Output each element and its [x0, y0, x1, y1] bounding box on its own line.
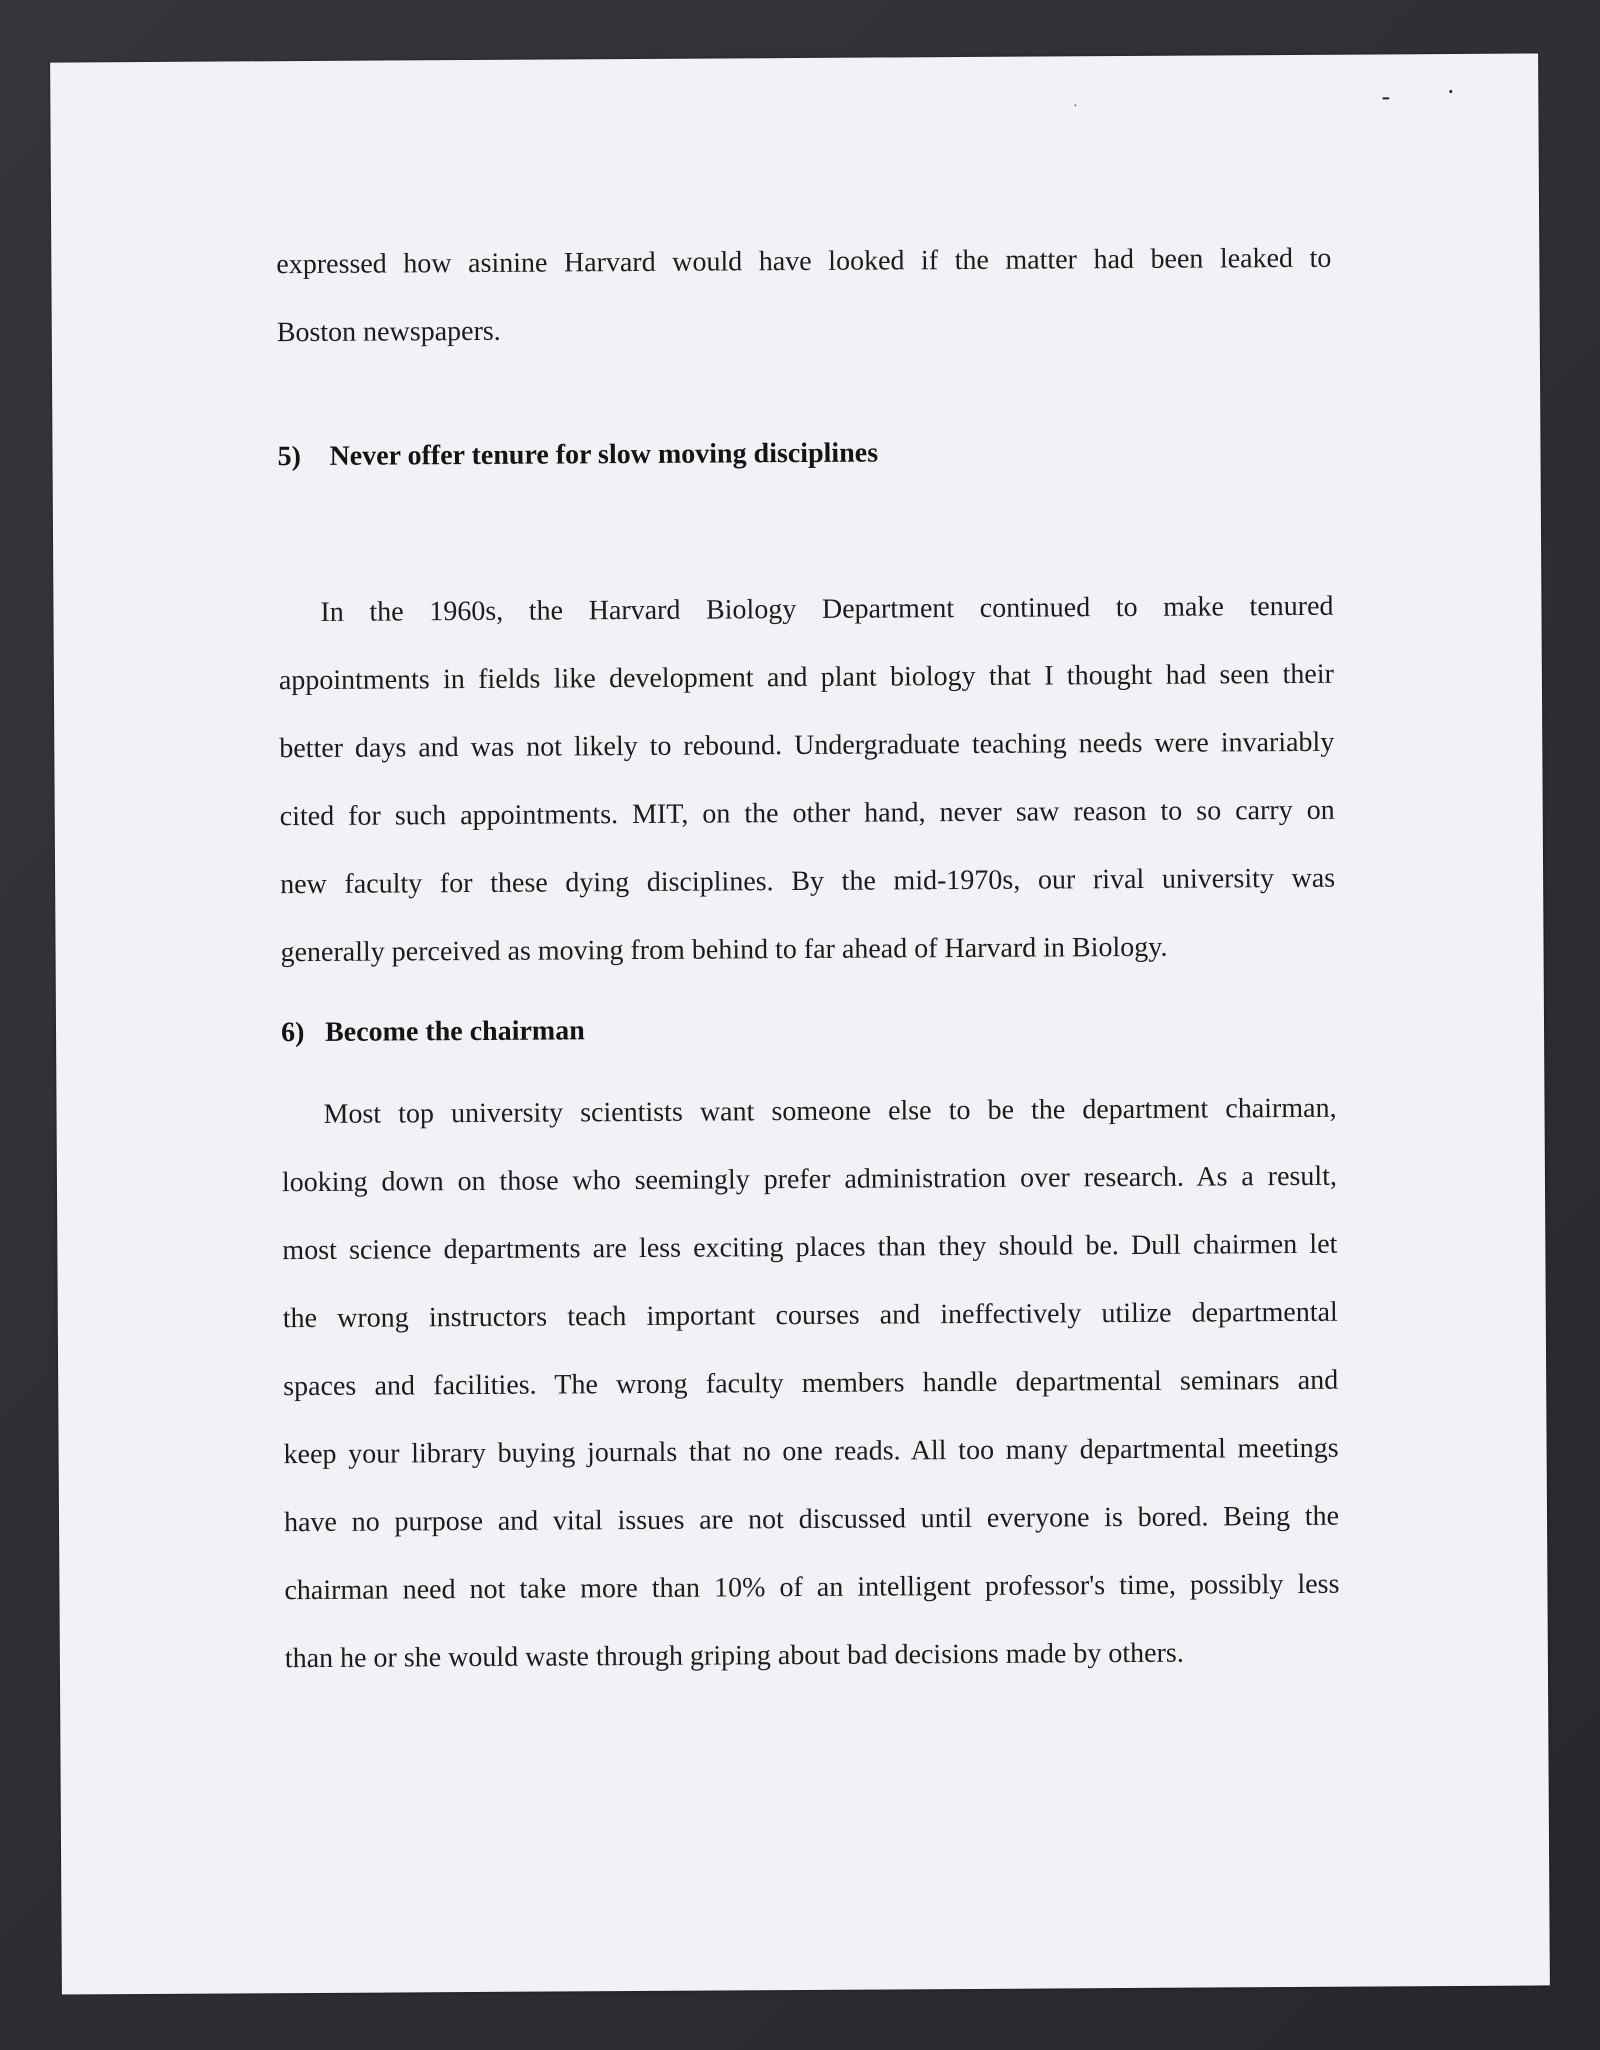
- text-line: than he or she would waste through griping about bad decisions made by others.: [284, 1637, 1184, 1675]
- text-line: generally perceived as moving from behind to far ahead of Harvard in Biology.: [280, 931, 1168, 969]
- section-title: Never offer tenure for slow moving disciplines: [329, 437, 879, 472]
- text-line: In the 1960s, the Harvard Biology Department continued to make tenured: [320, 590, 1334, 628]
- text-line: keep your library buying journals that no one reads. All too many departmental meetings: [283, 1432, 1339, 1471]
- section-heading-6: [281, 1015, 585, 1049]
- section-heading-5: [277, 438, 878, 474]
- text-line: spaces and facilities. The wrong faculty members handle departmental seminars and: [283, 1364, 1339, 1403]
- text-line: have no purpose and vital issues are not discussed until everyone is bored. Being the: [283, 1500, 1340, 1539]
- section-5-paragraph: [278, 573, 1335, 987]
- text-line: looking down on those who seemingly prefer administration over research. As a result,: [281, 1160, 1338, 1199]
- text-line: cited for such appointments. MIT, on the other hand, never saw reason to so carry on: [279, 794, 1335, 833]
- document-page: [50, 53, 1550, 1994]
- continuation-paragraph: [276, 225, 1332, 367]
- section-number: 5): [277, 441, 301, 473]
- text-line: Most top university scientists want someone else to be the department chairman,: [323, 1092, 1337, 1130]
- section-6-paragraph: [281, 1075, 1340, 1693]
- text-line: new faculty for these dying disciplines. By the mid-1970s, our rival university was: [280, 862, 1336, 901]
- text-line: most science departments are less exciting places than they should be. Dull chairmen let: [282, 1228, 1338, 1267]
- section-title: Become the chairman: [324, 1015, 585, 1048]
- page-mark: [1449, 90, 1452, 93]
- text-line: appointments in fields like development and plant biology that I thought had seen their: [278, 658, 1334, 697]
- text-line: Boston newspapers.: [276, 315, 501, 349]
- text-line: the wrong instructors teach important courses and ineffectively utilize departmental: [282, 1296, 1338, 1335]
- page-mark: [1074, 104, 1076, 106]
- section-number: 6): [280, 1017, 305, 1049]
- text-line: chairman need not take more than 10% of an intelligent professor's time, possibly less: [284, 1568, 1340, 1607]
- page-mark: [1382, 97, 1389, 99]
- text-line: expressed how asinine Harvard would have looked if the matter had been leaked to: [276, 242, 1332, 281]
- text-line: better days and was not likely to rebound. Undergraduate teaching needs were invariably: [279, 726, 1335, 765]
